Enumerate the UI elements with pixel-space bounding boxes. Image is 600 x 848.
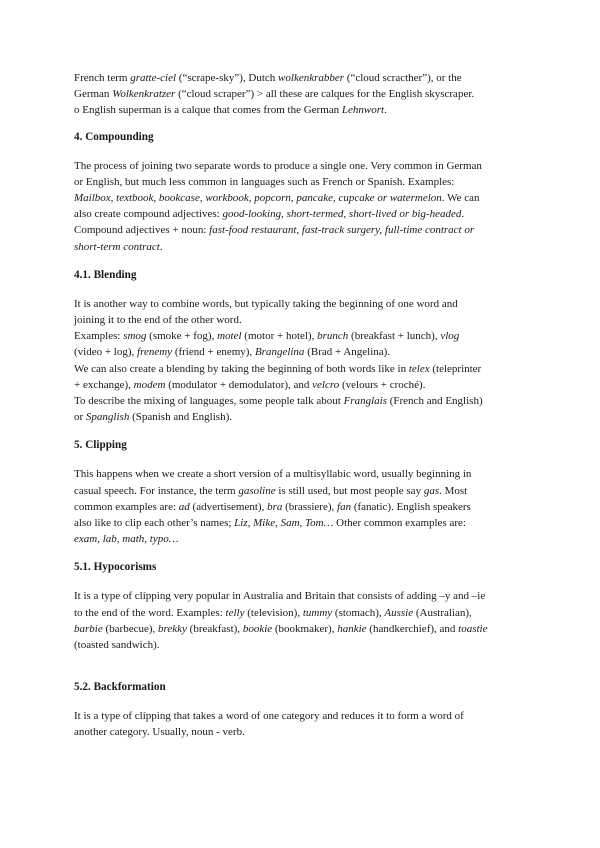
heading-clipping: 5. Clipping bbox=[74, 439, 127, 452]
blending-line-7: To describe the mixing of languages, some people talk about Franglais (French and English) bbox=[74, 395, 483, 408]
hypocorisms-line-1: It is a type of clipping very popular in Australia and Britain that consists of adding –y and –ie bbox=[74, 590, 486, 603]
clipping-line-3: common examples are: ad (advertisement), bra (brassiere), fan (fanatic). English speakers bbox=[74, 500, 471, 513]
compounding-line-3: Mailbox, textbook, bookcase, workbook, popcorn, pancake, cupcake or watermelon. We can bbox=[74, 192, 480, 205]
hypocorisms-line-4: (toasted sandwich). bbox=[74, 639, 160, 652]
heading-backformation: 5.2. Backformation bbox=[74, 681, 166, 694]
blending-line-2: joining it to the end of the other word. bbox=[74, 314, 242, 327]
hypocorisms-line-2: to the end of the word. Examples: telly (television), tummy (stomach), Aussie (Australian), bbox=[74, 606, 472, 619]
blending-line-1: It is another way to combine words, but typically taking the beginning of one word and bbox=[74, 297, 458, 310]
intro-line-1: French term gratte-ciel (“scrape-sky”), Dutch wolkenkrabber (“cloud scracther”), or the bbox=[74, 72, 462, 84]
hypocorisms-line-3: barbie (barbecue), brekky (breakfast), bookie (bookmaker), hankie (handkerchief), and toastie bbox=[74, 622, 488, 635]
heading-blending: 4.1. Blending bbox=[74, 268, 137, 281]
blending-line-6: + exchange), modem (modulator + demodulator), and velcro (velours + croché). bbox=[74, 378, 426, 391]
backformation-line-1: It is a type of clipping that takes a word of one category and reduces it to form a word of bbox=[74, 710, 464, 723]
clipping-line-4: also like to clip each other’s names; Liz, Mike, Sam, Tom… Other common examples are: bbox=[74, 517, 466, 530]
heading-compounding: 4. Compounding bbox=[74, 130, 154, 143]
intro-line-3: o English superman is a calque that comes from the German Lehnwort. bbox=[74, 104, 387, 117]
heading-hypocorisms: 5.1. Hypocorisms bbox=[74, 561, 157, 574]
blending-line-4: (video + log), frenemy (friend + enemy), Brangelina (Brad + Angelina). bbox=[74, 346, 391, 359]
compounding-line-5: Compound adjectives + noun: fast-food restaurant, fast-track surgery, full-time contract or bbox=[74, 224, 475, 237]
compounding-line-1: The process of joining two separate words to produce a single one. Very common in German bbox=[74, 159, 482, 172]
compounding-line-6: short-term contract. bbox=[74, 240, 163, 253]
document-page bbox=[74, 70, 536, 741]
clipping-line-1: This happens when we create a short version of a multisyllabic word, usually beginning in bbox=[74, 468, 472, 481]
clipping-line-5: exam, lab, math, typo… bbox=[74, 533, 179, 546]
clipping-line-2: casual speech. For instance, the term gasoline is still used, but most people say gas. Most bbox=[74, 484, 468, 497]
compounding-line-4: also create compound adjectives: good-looking, short-termed, short-lived or big-headed. bbox=[74, 208, 465, 221]
blending-line-8: or Spanglish (Spanish and English). bbox=[74, 411, 232, 424]
blending-line-3: Examples: smog (smoke + fog), motel (motor + hotel), brunch (breakfast + lunch), vlog bbox=[74, 330, 460, 343]
compounding-line-2: or English, but much less common in languages such as French or Spanish. Examples: bbox=[74, 175, 455, 188]
backformation-line-2: another category. Usually, noun - verb. bbox=[74, 726, 245, 739]
intro-line-2: German Wolkenkratzer (“cloud scraper”) > all these are calques for the English skyscraper. bbox=[74, 88, 475, 101]
blending-line-5: We can also create a blending by taking the beginning of both words like in telex (teleprinter bbox=[74, 362, 482, 375]
